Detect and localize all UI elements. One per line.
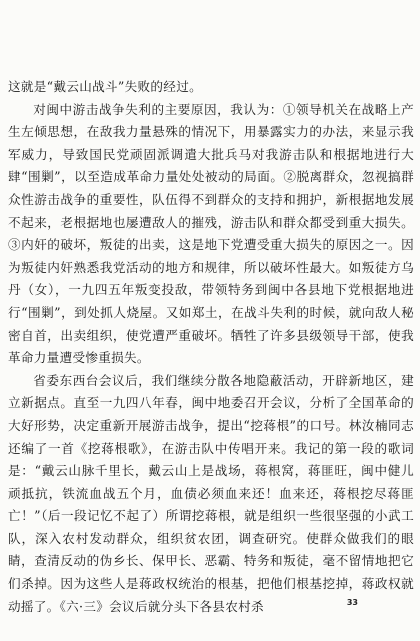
paragraph-1: 这就是“戴云山战斗”失败的经过。	[8, 79, 202, 94]
body-text	[8, 76, 414, 618]
page-number: 33	[346, 598, 358, 607]
paragraph-3: 省委东西台会议后，我们继续分散各地隐蔽活动，开辟新地区，建立新据点。直至一九四八年春，闽中地委召开会议，分析了全国革命的大好形势，决定重新开展游击战争，提出“挖蒋根”的口号。林汝楠同志还编了一首《挖蒋根歌》，在游击队中传唱开来。我记的第一段的歌词是：“戴云山脉千里长，戴云山上是战场，蒋根窝，蒋匪旺，闽中健儿顽抵抗，铁流血战五个月，血债必须血来还！血来还，蒋根挖尽蒋匪亡！”（后一段记忆不起了）所谓挖蒋根，就是组织一些很坚强的小武工队，深入农村发动群众，组织贫农团，调查研究。使群众做我们的眼睛，查清反动的伪乡长、保甲长、恶霸、特务和叛徒，毫不留情地把它们杀掉。因为这些人是蒋政权统治的根基，把他们根基挖掉，蒋政权就动摇了。《六·三》会议后就分头下各县农村杀	[8, 372, 414, 614]
paragraph-2: 对闽中游击战争失利的主要原因，我认为：①领导机关在战略上产生左倾思想，在敌我力量悬殊的情况下，用暴露实力的办法，来显示我军威力，导致国民党顽固派调遣大批兵马对我游击队和根据地进行大肆“围剿”，以至造成革命力量处处被动的局面。②脱离群众，忽视搞群众性游击战争的重要性，队伍得不到群众的支持和拥护，新根据地发展不起来，老根据地也屡遭敌人的摧残，游击队和群众都受到重大损失。③内奸的破坏，叛徒的出卖，这是地下党遭受重大损失的原因之一。因为叛徒内奸熟悉我党活动的地方和规律，所以破坏性最大。如叛徒方乌丹（女），一九四五年叛变投敌，带领特务到闽中各县地下党根据地进行“围剿”，到处抓人烧屋。又如郑土，在战斗失利的时候，就向敌人秘密自首，出卖组织，使党遭严重破坏。牺牲了许多县级领导干部，使我革命力量遭受惨重损失。	[8, 101, 414, 366]
